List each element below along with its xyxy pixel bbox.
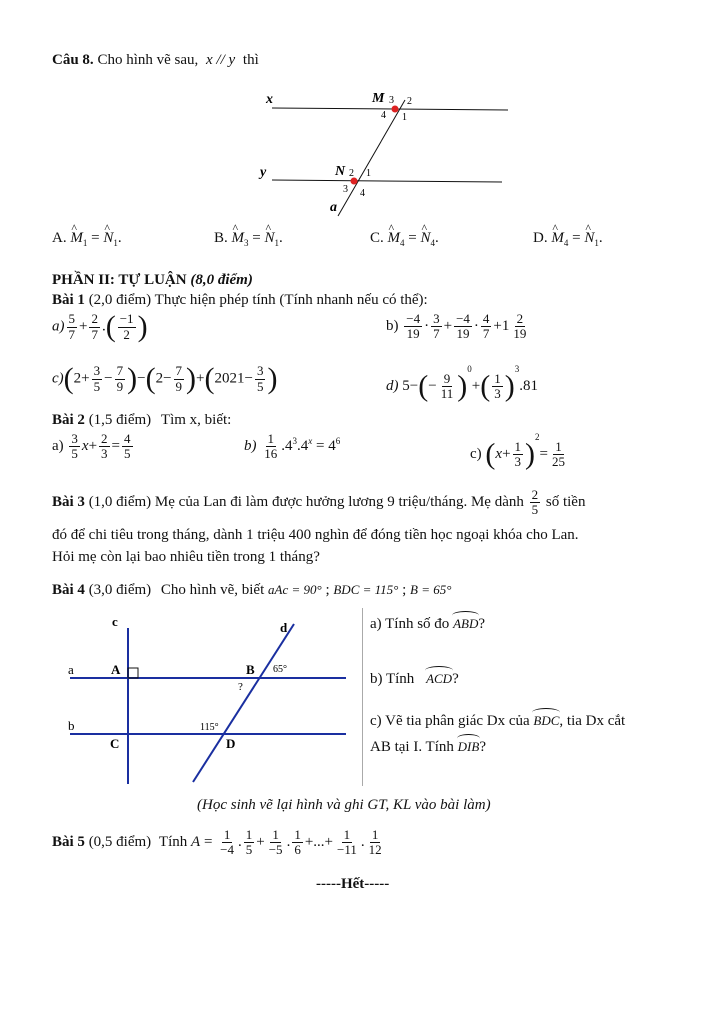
label-point-c: C: [110, 736, 120, 751]
point-m: [392, 106, 399, 113]
b4-qc-angle-2: DIB: [458, 736, 480, 755]
b1-points: (2,0 điểm): [88, 292, 152, 308]
q8-condition: x // y: [206, 52, 236, 68]
b4-qb-text: b) Tính: [370, 671, 415, 687]
end-marker: -----Hết-----: [316, 876, 390, 892]
b2-text: Tìm x, biết:: [160, 412, 232, 428]
q8-then: thì: [242, 52, 259, 68]
part2-heading: [52, 272, 253, 289]
line-y: [272, 180, 502, 182]
option-d[interactable]: D. ^ $M_4$ = ^ $N_1$.: [533, 230, 603, 248]
option-letter: A.: [52, 230, 67, 246]
b2-expr-c: c) (x+ $\frac{1}{3}$ )$^2$= $\frac{1}{25}$: [470, 432, 566, 471]
b1-label: Bài 1: [52, 292, 85, 308]
b2-c-label: c): [470, 446, 482, 462]
b4-heading: Bài 4 (3,0 điểm) Cho hình vẽ, biết aAc = 90° ; BDC = 115° ; B = 65°: [52, 582, 452, 598]
b1-c-label: c): [52, 370, 64, 387]
angle-unknown: ?: [238, 681, 243, 693]
parallel-lines-figure: [250, 80, 520, 225]
b4-qc-angle: BDC: [533, 710, 559, 729]
option-a[interactable]: A. ^ $M_1$ = ^ $N_1$.: [52, 230, 122, 248]
b2-expr-b: b) $\frac{1}{16}$ $.4^3.4^x = 4^6$: [244, 431, 341, 462]
option-right-index: 1: [594, 238, 599, 248]
label-y: y: [260, 165, 267, 180]
bai4-figure: [60, 608, 360, 788]
b4-qc-text-3: AB tại I. Tính: [370, 739, 454, 755]
label-c: c: [112, 614, 118, 629]
b1-expr-a: a) $\frac{5}{7}$ + $\frac{2}{7}$ .( $\frac{-1}{2}$ ): [52, 310, 148, 343]
option-c[interactable]: C. ^ $M_4$ = ^ $N_4$.: [370, 230, 439, 248]
right-angle-mark: [128, 668, 138, 678]
b4-text: Cho hình vẽ, biết: [160, 582, 265, 598]
b2-points: (1,5 điểm): [88, 412, 152, 428]
b4-question-a: [370, 613, 485, 633]
b4-given-2: BDC = 115°: [333, 582, 399, 597]
label-a: a: [330, 200, 337, 215]
label-m: M: [372, 91, 385, 106]
b3-line3: Hỏi mẹ còn lại bao nhiêu tiền trong 1 tháng?: [52, 549, 320, 565]
option-right-angle: ^ N: [103, 230, 113, 247]
b4-qa-angle: ABD: [453, 613, 478, 632]
b4-label: Bài 4: [52, 582, 85, 598]
option-left-angle: ^ M: [232, 230, 245, 247]
angle-n3: 3: [343, 184, 348, 195]
b2-label: Bài 2: [52, 412, 85, 428]
option-left-index: 4: [563, 238, 569, 248]
label-point-b: B: [246, 662, 255, 677]
b1-expr-b: b) $\frac{-4}{19}$ · $\frac{3}{7}$ + $\frac{-4}{19}$ · $\frac{4}{7}$ +1 $\frac{2}{19}$: [386, 311, 527, 342]
option-left-index: 1: [82, 238, 88, 248]
label-point-d: D: [226, 736, 236, 751]
line-d: [193, 624, 294, 782]
b5-text: Tính: [158, 834, 188, 851]
angle-n1: 1: [366, 168, 371, 179]
b4-qa-text: a) Tính số đo: [370, 616, 450, 632]
angle-m4: 4: [381, 110, 386, 121]
option-right-angle: ^ N: [264, 230, 274, 247]
b4-given-1: aAc = 90°: [268, 582, 322, 597]
b4-question-c1: [370, 710, 625, 730]
b5-expr: Bài 5 (0,5 điểm) Tính A = $\frac{1}{-4}$ . $\frac{1}{5}$ + $\frac{1}{-5}$ . $\frac{1}{6}$ +...+ $\frac{1}{-11}$ . $\frac{1}{12}$: [52, 827, 382, 858]
b5-points: (0,5 điểm): [88, 834, 152, 851]
b3-text-1a: Mẹ của Lan đi làm được hưởng lương 9 triệu/tháng. Mẹ dành: [154, 494, 524, 511]
b2-heading: [52, 412, 231, 429]
b2-expr-a: a) $\frac{3}{5}$ x+ $\frac{2}{3}$ = $\frac{4}{5}$: [52, 431, 131, 462]
part2-title: PHẦN II: TỰ LUẬN: [52, 272, 187, 288]
label-n: N: [335, 164, 346, 179]
option-right-index: 1: [274, 238, 279, 248]
option-right-angle: ^ N: [420, 230, 430, 247]
q8-text: Cho hình vẽ sau,: [97, 52, 199, 68]
line-x: [272, 108, 508, 110]
b4-qc-text-2: , tia Dx cắt: [559, 713, 626, 729]
b1-d-label: d): [386, 378, 399, 394]
b4-qc-text-1: c) Vẽ tia phân giác Dx của: [370, 713, 530, 729]
b3-line2: đó để chi tiêu trong tháng, dành 1 triệu 400 nghìn để đóng tiền học ngoại khóa cho Lan.: [52, 527, 579, 543]
b2-a-label: a): [52, 438, 64, 455]
option-left-angle: ^ M: [388, 230, 401, 247]
b1-a-label: a): [52, 318, 65, 335]
option-right-index: 1: [113, 238, 118, 248]
angle-65: 65°: [273, 664, 287, 675]
b4-question-b: [370, 668, 459, 688]
label-a-line: a: [68, 662, 74, 677]
b4-points: (3,0 điểm): [88, 582, 152, 598]
b4-question-c2: [370, 736, 486, 756]
option-left-index: 3: [244, 238, 249, 248]
b3-line1: Bài 3 (1,0 điểm) Mẹ của Lan đi làm được hưởng lương 9 triệu/tháng. Mẹ dành $\frac{2}{5}$ số tiền: [52, 487, 586, 518]
option-letter: C.: [370, 230, 384, 246]
b1-expr-d: d) 5−(− $\frac{9}{11}$ )$^0$+( $\frac{1}{3}$ )$^3$.81: [386, 364, 538, 403]
b1-expr-c: c)(2+ $\frac{3}{5}$ − $\frac{7}{9}$ )−(2− $\frac{7}{9}$ )+(2021− $\frac{3}{5}$ ): [52, 362, 278, 395]
b5-label: Bài 5: [52, 834, 85, 851]
q8-heading: [52, 52, 259, 69]
angle-115: 115°: [200, 722, 219, 733]
option-b[interactable]: B. ^ $M_3$ = ^ $N_1$.: [214, 230, 283, 248]
label-point-a: A: [111, 662, 121, 677]
angle-n4: 4: [360, 188, 365, 199]
option-letter: B.: [214, 230, 228, 246]
option-right-angle: ^ N: [584, 230, 594, 247]
b4-divider: [362, 608, 363, 786]
b4-qb-end: ?: [452, 671, 459, 687]
b4-given-3: B = 65°: [410, 582, 452, 597]
b4-qc-end: ?: [479, 739, 486, 755]
b1-b-label: b): [386, 318, 399, 335]
option-right-index: 4: [430, 238, 435, 248]
line-a: [338, 100, 405, 216]
option-left-angle: ^ M: [70, 230, 83, 247]
angle-m3: 3: [389, 95, 394, 106]
b2-b-label: b): [244, 438, 257, 455]
angle-m1: 1: [402, 112, 407, 123]
b1-text: Thực hiện phép tính (Tính nhanh nếu có thể):: [154, 292, 428, 308]
option-letter: D.: [533, 230, 548, 246]
b4-qa-end: ?: [478, 616, 486, 632]
part2-points: (8,0 điểm): [190, 272, 253, 288]
note-text: (Học sinh vẽ lại hình và ghi GT, KL vào bài làm): [197, 797, 491, 813]
b4-qb-angle: ACD: [426, 668, 452, 687]
angle-m2: 2: [407, 96, 412, 107]
option-left-index: 4: [400, 238, 405, 248]
b3-points: (1,0 điểm): [88, 494, 152, 511]
label-b-line: b: [68, 718, 75, 733]
q8-label: Câu 8.: [52, 52, 94, 68]
b1-heading: [52, 292, 428, 309]
angle-n2: 2: [349, 168, 354, 179]
b3-label: Bài 3: [52, 494, 85, 511]
option-left-angle: ^ M: [551, 230, 564, 247]
label-x: x: [266, 92, 273, 107]
b3-text-1b: số tiền: [545, 494, 586, 511]
label-d-line: d: [280, 620, 288, 635]
